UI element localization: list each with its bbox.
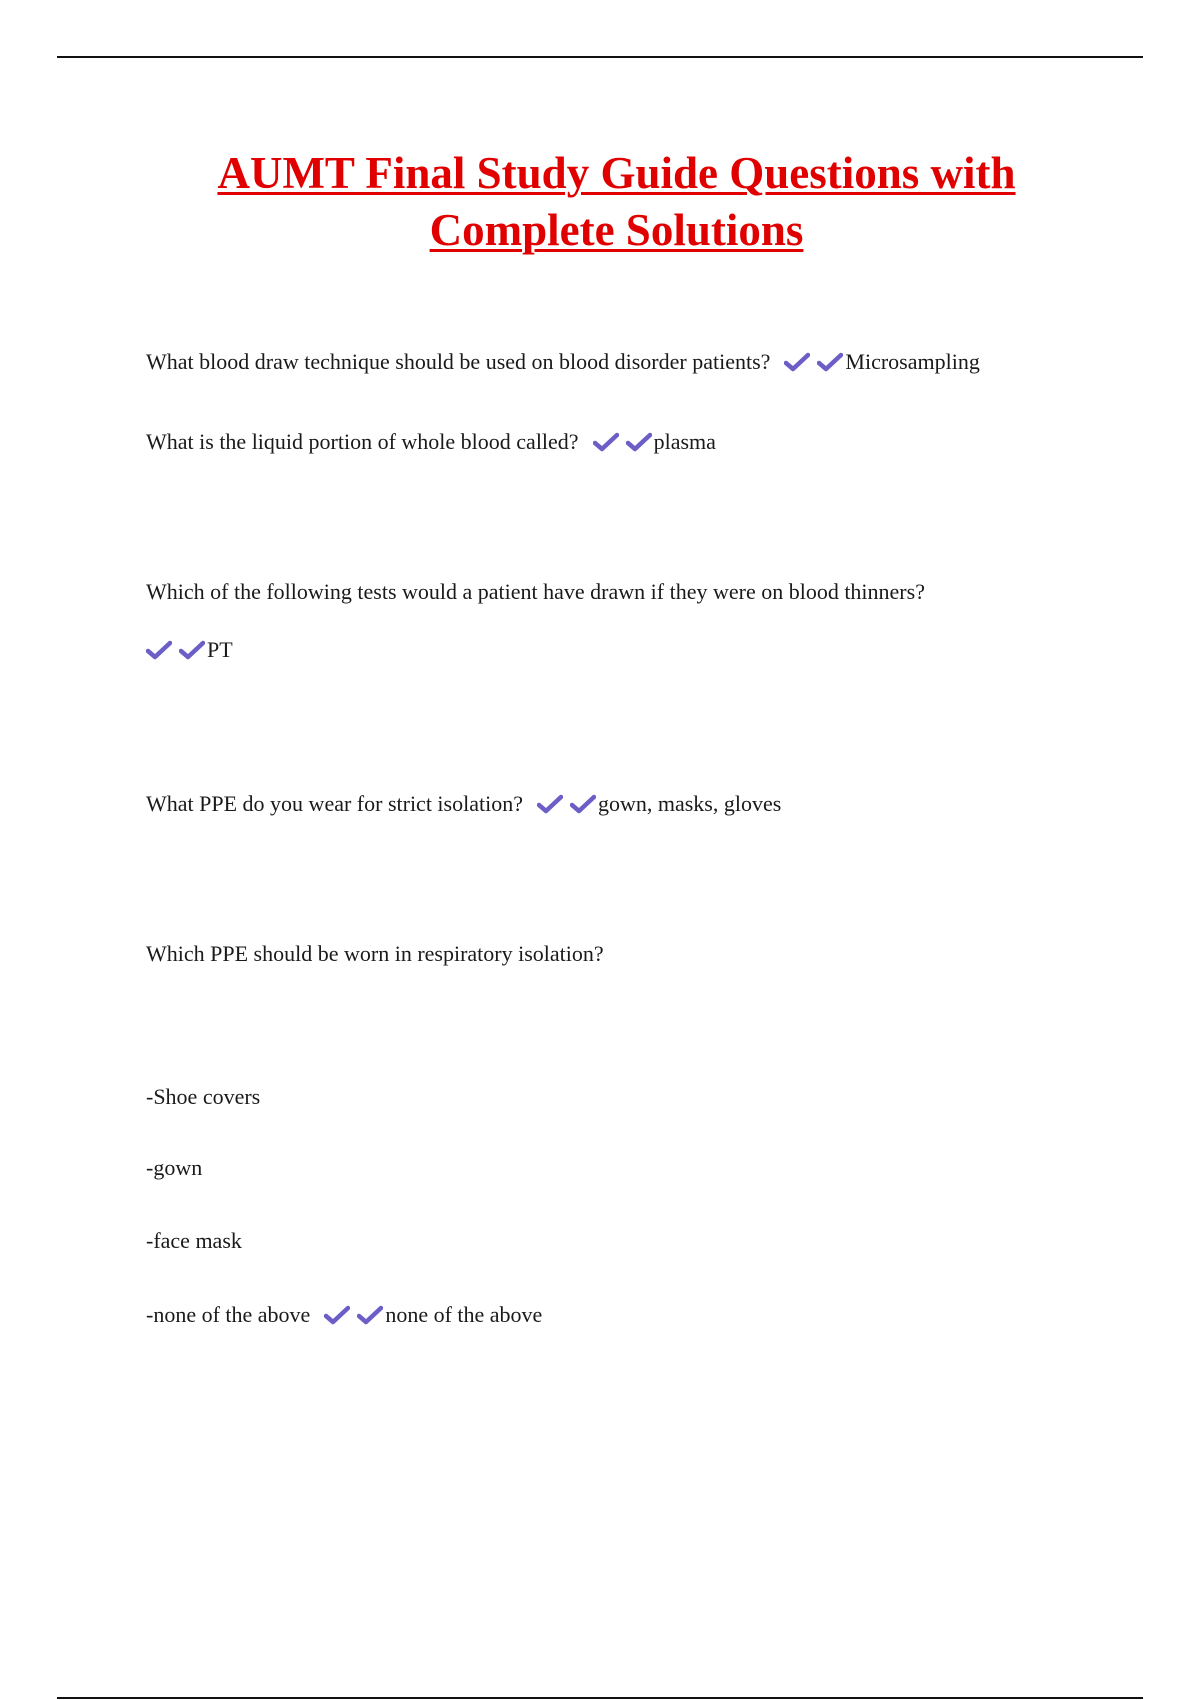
- check-icon: [537, 794, 563, 814]
- question-text: What PPE do you wear for strict isolation?: [146, 791, 523, 816]
- check-icon: [324, 1305, 350, 1325]
- double-check-icon: [146, 640, 205, 660]
- check-icon: [357, 1305, 383, 1325]
- question-text: What blood draw technique should be used on blood disorder patients?: [146, 349, 771, 374]
- option-item: [146, 1227, 242, 1255]
- check-icon: [146, 640, 172, 660]
- top-rule: [57, 56, 1143, 58]
- double-check-icon: [593, 432, 652, 452]
- answer-text: plasma: [653, 429, 716, 454]
- answer-text: Microsampling: [845, 349, 980, 374]
- double-check-icon: [537, 794, 596, 814]
- answer-text: PT: [207, 637, 233, 662]
- bottom-rule: [57, 1697, 1143, 1699]
- qa-item-4: [146, 790, 781, 818]
- check-icon: [179, 640, 205, 660]
- qa-item-1: [146, 348, 980, 376]
- document-title: [0, 145, 1200, 259]
- option-text: -Shoe covers: [146, 1084, 261, 1109]
- qa-item-2: [146, 428, 716, 456]
- check-icon: [593, 432, 619, 452]
- check-icon: [784, 352, 810, 372]
- question-text: What is the liquid portion of whole blood called?: [146, 429, 579, 454]
- title-line-1: AUMT Final Study Guide Questions with: [217, 148, 1016, 198]
- qa-item-3-question: [146, 578, 925, 606]
- question-text: Which PPE should be worn in respiratory isolation?: [146, 941, 604, 966]
- answer-text: gown, masks, gloves: [597, 791, 782, 816]
- qa-item-5-question: [146, 940, 604, 968]
- option-item: [146, 1154, 202, 1182]
- option-item: [146, 1083, 260, 1111]
- answer-text: none of the above: [385, 1302, 543, 1327]
- check-icon: [570, 794, 596, 814]
- option-text: -none of the above: [146, 1302, 311, 1327]
- double-check-icon: [784, 352, 843, 372]
- question-text: Which of the following tests would a patient have drawn if they were on blood thinners?: [146, 579, 925, 604]
- check-icon: [626, 432, 652, 452]
- double-check-icon: [324, 1305, 383, 1325]
- option-text: -face mask: [146, 1228, 242, 1253]
- title-line-2: Complete Solutions: [429, 205, 804, 255]
- option-text: -gown: [146, 1155, 203, 1180]
- option-item-with-answer: [146, 1301, 542, 1329]
- check-icon: [817, 352, 843, 372]
- qa-item-3-answer: [146, 636, 233, 664]
